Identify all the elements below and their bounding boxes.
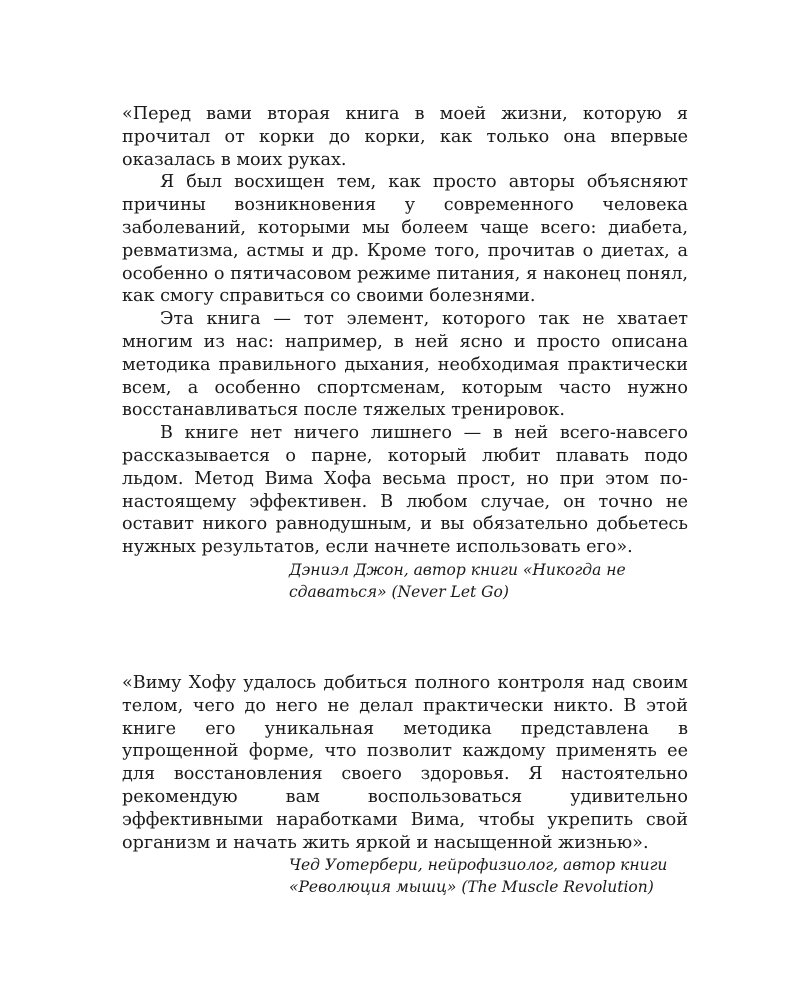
book-page bbox=[122, 103, 688, 898]
quote-2-paragraph-1: «Виму Хофу удалось добиться полного контроля над своим телом, чего до него не делал практически никто. В этой книге его уникальная методика представлена в упрощенной форме, что позволит каждому применять ее для восстановления своего здоровья. Я настоятельно рекомендую вам воспользоваться удивительно эффективными наработками Вима, чтобы укрепить свой организм и начать жить яркой и насыщенной жизнью». bbox=[122, 672, 688, 853]
testimonial-quote-2 bbox=[122, 672, 688, 898]
quote-1-paragraph-3: Эта книга — тот элемент, которого так не хватает многим из нас: например, в ней ясно и просто описана методика правильного дыхания, необходимая практически всем, а особенно спортсменам, которым часто нужно восстанавливаться после тяжелых тренировок. bbox=[122, 309, 688, 421]
quote-2-attribution: Чед Уотербери, нейрофизиолог, автор книги «Революция мышц» (The Muscle Revolution) bbox=[289, 856, 668, 897]
quote-1-paragraph-1: «Перед вами вторая книга в моей жизни, которую я прочитал от корки до корки, как только она впервые оказалась в моих руках. bbox=[122, 104, 688, 170]
quote-1-paragraph-4: В книге нет ничего лишнего — в ней всего-навсего рассказывается о парне, который любит плавать подо льдом. Метод Вима Хофа весьма прост, но при этом по-настоящему эффективен. В любом случае, он точно не оставит никого равнодушным, и вы обязательно добьетесь нужных результатов, если начнете использовать его». bbox=[122, 423, 688, 558]
quote-1-attribution: Дэниэл Джон, автор книги «Никогда не сдаваться» (Never Let Go) bbox=[289, 560, 626, 601]
quote-1-paragraph-2: Я был восхищен тем, как просто авторы объясняют причины возникновения у современного человека заболеваний, которыми мы болеем чаще всего: диабета, ревматизма, астмы и др. Кроме того, прочитав о диетах, а особенно о пятичасовом режиме питания, я наконец понял, как смогу справиться со своими болезнями. bbox=[122, 172, 688, 307]
testimonial-quote-1 bbox=[122, 103, 688, 603]
